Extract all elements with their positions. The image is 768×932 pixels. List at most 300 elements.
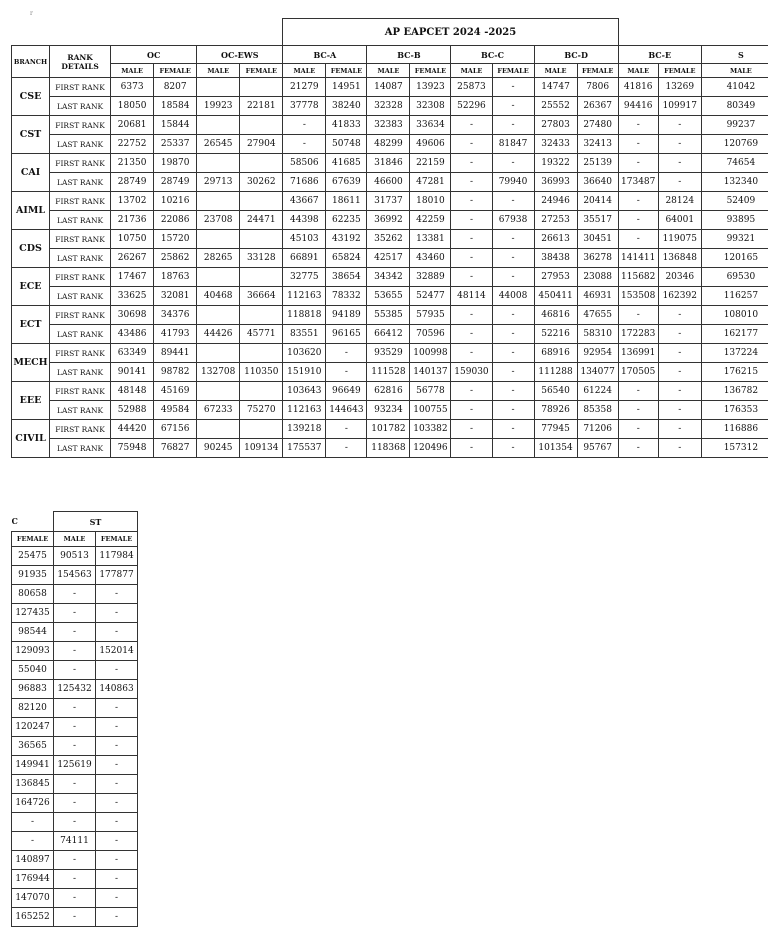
rank-value-cell: - bbox=[658, 420, 701, 439]
rank-value-cell: - bbox=[326, 344, 367, 363]
rank-value-cell: 13702 bbox=[111, 192, 154, 211]
group-header-bc-e: BC-E bbox=[618, 46, 701, 64]
rank-value-cell: - bbox=[96, 604, 138, 623]
rank-value-cell: 33634 bbox=[410, 116, 451, 135]
male-header: MALE bbox=[197, 64, 240, 78]
rank-value-cell: 127435 bbox=[12, 604, 54, 623]
rank-value-cell: - bbox=[326, 363, 367, 382]
rank-value-cell: 25475 bbox=[12, 547, 54, 566]
rank-value-cell: 48299 bbox=[367, 135, 410, 154]
rank-value-cell: - bbox=[96, 661, 138, 680]
rank-value-cell: 48148 bbox=[111, 382, 154, 401]
rank-value-cell: 55040 bbox=[12, 661, 54, 680]
rank-value-cell: 36640 bbox=[577, 173, 618, 192]
rank-value-cell: - bbox=[96, 718, 138, 737]
rank-value-cell: 164726 bbox=[12, 794, 54, 813]
female-header: FEMALE bbox=[12, 532, 54, 547]
rank-value-cell: 31737 bbox=[367, 192, 410, 211]
rank-value-cell: 30698 bbox=[111, 306, 154, 325]
rank-value-cell: 147070 bbox=[12, 889, 54, 908]
rank-value-cell: 41816 bbox=[618, 78, 658, 97]
rank-value-cell bbox=[240, 230, 283, 249]
rank-value-cell: 21279 bbox=[283, 78, 326, 97]
rank-value-cell: - bbox=[618, 439, 658, 458]
female-header: FEMALE bbox=[96, 532, 138, 547]
rank-value-cell: - bbox=[326, 439, 367, 458]
table-row bbox=[12, 585, 138, 604]
rank-value-cell: - bbox=[54, 604, 96, 623]
rank-value-cell: 112163 bbox=[283, 287, 326, 306]
rank-type-cell: LAST RANK bbox=[50, 401, 111, 420]
branch-cell: CDS bbox=[12, 230, 50, 268]
rank-value-cell: - bbox=[451, 230, 492, 249]
rank-value-cell: 41833 bbox=[326, 116, 367, 135]
table-row bbox=[12, 306, 768, 325]
rank-value-cell: - bbox=[658, 382, 701, 401]
rank-value-cell: 41685 bbox=[326, 154, 367, 173]
rank-value-cell: 96883 bbox=[12, 680, 54, 699]
rank-value-cell: 46600 bbox=[367, 173, 410, 192]
rank-value-cell: 47655 bbox=[577, 306, 618, 325]
rank-value-cell: 41042 bbox=[701, 78, 768, 97]
rank-value-cell: 25862 bbox=[154, 249, 197, 268]
rank-value-cell: 32433 bbox=[534, 135, 577, 154]
rank-value-cell: 26545 bbox=[197, 135, 240, 154]
rank-value-cell: 70596 bbox=[410, 325, 451, 344]
rank-value-cell: 80349 bbox=[701, 97, 768, 116]
rank-value-cell: 43460 bbox=[410, 249, 451, 268]
rank-value-cell: - bbox=[658, 154, 701, 173]
rank-value-cell: - bbox=[451, 249, 492, 268]
rank-value-cell: - bbox=[451, 344, 492, 363]
rank-value-cell bbox=[197, 306, 240, 325]
rank-value-cell: - bbox=[54, 718, 96, 737]
rank-value-cell: 118368 bbox=[367, 439, 410, 458]
rank-value-cell: 154563 bbox=[54, 566, 96, 585]
rank-value-cell: - bbox=[96, 832, 138, 851]
table-row bbox=[12, 870, 138, 889]
rank-value-cell: 115682 bbox=[618, 268, 658, 287]
rank-value-cell: 140863 bbox=[96, 680, 138, 699]
rank-value-cell: - bbox=[658, 306, 701, 325]
male-header: MALE bbox=[534, 64, 577, 78]
rank-value-cell: 56778 bbox=[410, 382, 451, 401]
rank-value-cell: 81847 bbox=[492, 135, 534, 154]
table-row bbox=[12, 78, 768, 97]
group-header-oc-ews: OC-EWS bbox=[197, 46, 283, 64]
male-header: MALE bbox=[111, 64, 154, 78]
rank-type-cell: LAST RANK bbox=[50, 363, 111, 382]
rank-type-cell: FIRST RANK bbox=[50, 268, 111, 287]
rank-value-cell: - bbox=[492, 116, 534, 135]
table-row bbox=[12, 116, 768, 135]
rank-value-cell: 17467 bbox=[111, 268, 154, 287]
rank-value-cell: 173487 bbox=[618, 173, 658, 192]
rank-value-cell: 24471 bbox=[240, 211, 283, 230]
male-header: MALE bbox=[701, 64, 768, 78]
table-row bbox=[12, 908, 138, 927]
continuation-category-row bbox=[12, 512, 138, 532]
rank-value-cell: 450411 bbox=[534, 287, 577, 306]
table-row bbox=[12, 97, 768, 116]
rank-value-cell: 67639 bbox=[326, 173, 367, 192]
rank-value-cell: 32775 bbox=[283, 268, 326, 287]
category-header-row bbox=[12, 46, 768, 64]
rank-type-cell: FIRST RANK bbox=[50, 306, 111, 325]
table-row bbox=[12, 661, 138, 680]
rank-value-cell: 32383 bbox=[367, 116, 410, 135]
rank-value-cell: 74654 bbox=[701, 154, 768, 173]
table-row bbox=[12, 889, 138, 908]
rank-type-cell: FIRST RANK bbox=[50, 344, 111, 363]
rank-value-cell: 176353 bbox=[701, 401, 768, 420]
rank-value-cell bbox=[197, 116, 240, 135]
rank-value-cell: 116257 bbox=[701, 287, 768, 306]
table-row bbox=[12, 547, 138, 566]
male-header: MALE bbox=[618, 64, 658, 78]
rank-value-cell: - bbox=[451, 420, 492, 439]
rank-value-cell: 71206 bbox=[577, 420, 618, 439]
table-row bbox=[12, 268, 768, 287]
rank-value-cell bbox=[240, 382, 283, 401]
rank-value-cell: - bbox=[451, 192, 492, 211]
table-row bbox=[12, 249, 768, 268]
rank-value-cell: 22752 bbox=[111, 135, 154, 154]
rank-value-cell: 109917 bbox=[658, 97, 701, 116]
rank-value-cell: 22181 bbox=[240, 97, 283, 116]
table-row bbox=[12, 192, 768, 211]
rank-value-cell: - bbox=[451, 439, 492, 458]
table-row bbox=[12, 439, 768, 458]
rank-value-cell: - bbox=[451, 116, 492, 135]
rank-value-cell bbox=[197, 230, 240, 249]
rank-value-cell: 92954 bbox=[577, 344, 618, 363]
rank-value-cell: 20414 bbox=[577, 192, 618, 211]
rank-value-cell: 75948 bbox=[111, 439, 154, 458]
rank-value-cell: - bbox=[54, 889, 96, 908]
rank-value-cell: 32413 bbox=[577, 135, 618, 154]
rank-value-cell: 77945 bbox=[534, 420, 577, 439]
rank-value-cell: 98544 bbox=[12, 623, 54, 642]
table-row bbox=[12, 794, 138, 813]
rank-value-cell: - bbox=[618, 211, 658, 230]
rank-value-cell: 99237 bbox=[701, 116, 768, 135]
rank-value-cell: 27253 bbox=[534, 211, 577, 230]
group-header-sc: S bbox=[701, 46, 768, 64]
branch-cell: AIML bbox=[12, 192, 50, 230]
rank-value-cell: 13269 bbox=[658, 78, 701, 97]
rank-value-cell: - bbox=[492, 97, 534, 116]
rank-details-header: RANK DETAILS bbox=[50, 46, 111, 78]
rank-value-cell: - bbox=[54, 775, 96, 794]
rank-value-cell: 57935 bbox=[410, 306, 451, 325]
rank-value-cell: - bbox=[618, 230, 658, 249]
rank-value-cell: 111528 bbox=[367, 363, 410, 382]
rank-value-cell: - bbox=[451, 173, 492, 192]
table-row bbox=[12, 832, 138, 851]
rank-value-cell: 30451 bbox=[577, 230, 618, 249]
table-row bbox=[12, 287, 768, 306]
rank-value-cell: - bbox=[283, 116, 326, 135]
rank-type-cell: FIRST RANK bbox=[50, 116, 111, 135]
rank-value-cell: 30262 bbox=[240, 173, 283, 192]
rank-value-cell: 129093 bbox=[12, 642, 54, 661]
rank-value-cell: 140897 bbox=[12, 851, 54, 870]
male-header: MALE bbox=[367, 64, 410, 78]
male-header: MALE bbox=[54, 532, 96, 547]
rank-value-cell: - bbox=[492, 249, 534, 268]
rank-value-cell: 52296 bbox=[451, 97, 492, 116]
rank-value-cell: 112163 bbox=[283, 401, 326, 420]
rank-value-cell: 80658 bbox=[12, 585, 54, 604]
rank-value-cell: - bbox=[54, 813, 96, 832]
rank-value-cell: 42259 bbox=[410, 211, 451, 230]
rank-value-cell: 90513 bbox=[54, 547, 96, 566]
rank-value-cell: 42517 bbox=[367, 249, 410, 268]
rank-value-cell: 45169 bbox=[154, 382, 197, 401]
rank-value-cell: 27803 bbox=[534, 116, 577, 135]
rank-value-cell: 93234 bbox=[367, 401, 410, 420]
rank-value-cell: - bbox=[54, 794, 96, 813]
rank-value-cell: 144643 bbox=[326, 401, 367, 420]
table-row bbox=[12, 756, 138, 775]
rank-value-cell: 110350 bbox=[240, 363, 283, 382]
rank-value-cell: 34342 bbox=[367, 268, 410, 287]
rank-value-cell bbox=[240, 268, 283, 287]
group-header-oc: OC bbox=[111, 46, 197, 64]
rank-value-cell: - bbox=[451, 211, 492, 230]
rank-value-cell: 108010 bbox=[701, 306, 768, 325]
rank-value-cell: 65824 bbox=[326, 249, 367, 268]
rank-value-cell bbox=[197, 268, 240, 287]
female-header: FEMALE bbox=[410, 64, 451, 78]
table-row bbox=[12, 420, 768, 439]
rank-value-cell: 100998 bbox=[410, 344, 451, 363]
rank-value-cell: 10216 bbox=[154, 192, 197, 211]
rank-value-cell: 43486 bbox=[111, 325, 154, 344]
rank-value-cell: 44008 bbox=[492, 287, 534, 306]
rank-value-cell: 20346 bbox=[658, 268, 701, 287]
rank-value-cell: - bbox=[492, 306, 534, 325]
female-header: FEMALE bbox=[658, 64, 701, 78]
female-header: FEMALE bbox=[240, 64, 283, 78]
rank-value-cell: 32081 bbox=[154, 287, 197, 306]
rank-value-cell: 66891 bbox=[283, 249, 326, 268]
rank-type-cell: LAST RANK bbox=[50, 173, 111, 192]
rank-value-cell: 94416 bbox=[618, 97, 658, 116]
rank-value-cell: - bbox=[54, 661, 96, 680]
rank-value-cell: 36993 bbox=[534, 173, 577, 192]
rank-value-cell: 99321 bbox=[701, 230, 768, 249]
rank-type-cell: FIRST RANK bbox=[50, 78, 111, 97]
rank-value-cell bbox=[240, 78, 283, 97]
rank-value-cell: - bbox=[492, 439, 534, 458]
rank-value-cell: - bbox=[451, 268, 492, 287]
rank-value-cell bbox=[197, 382, 240, 401]
rank-type-cell: FIRST RANK bbox=[50, 154, 111, 173]
page-mark: r bbox=[30, 10, 33, 17]
rank-value-cell: 18050 bbox=[111, 97, 154, 116]
rank-value-cell: 153508 bbox=[618, 287, 658, 306]
rank-value-cell: 41793 bbox=[154, 325, 197, 344]
table-row bbox=[12, 718, 138, 737]
table-row bbox=[12, 623, 138, 642]
branch-cell: CST bbox=[12, 116, 50, 154]
rank-value-cell: 27480 bbox=[577, 116, 618, 135]
rank-value-cell: - bbox=[96, 756, 138, 775]
rank-value-cell: - bbox=[618, 135, 658, 154]
rank-value-cell: 53655 bbox=[367, 287, 410, 306]
rank-value-cell: - bbox=[451, 135, 492, 154]
rank-value-cell: - bbox=[54, 585, 96, 604]
rank-value-cell: 89441 bbox=[154, 344, 197, 363]
rank-value-cell: 21350 bbox=[111, 154, 154, 173]
table-row bbox=[12, 154, 768, 173]
rank-value-cell: 62235 bbox=[326, 211, 367, 230]
rank-value-cell: 82120 bbox=[12, 699, 54, 718]
rank-value-cell: 38438 bbox=[534, 249, 577, 268]
rank-value-cell: - bbox=[96, 794, 138, 813]
rank-type-cell: FIRST RANK bbox=[50, 230, 111, 249]
rank-value-cell: 18763 bbox=[154, 268, 197, 287]
rank-value-cell bbox=[197, 154, 240, 173]
branch-cell: CAI bbox=[12, 154, 50, 192]
rank-value-cell: 66412 bbox=[367, 325, 410, 344]
rank-value-cell: - bbox=[96, 699, 138, 718]
rank-value-cell: 175537 bbox=[283, 439, 326, 458]
branch-cell: ECE bbox=[12, 268, 50, 306]
rank-value-cell: 10750 bbox=[111, 230, 154, 249]
rank-value-cell: 28749 bbox=[154, 173, 197, 192]
rank-value-cell: 96165 bbox=[326, 325, 367, 344]
rank-value-cell: - bbox=[658, 116, 701, 135]
rank-value-cell: 151910 bbox=[283, 363, 326, 382]
rank-value-cell: 49606 bbox=[410, 135, 451, 154]
rank-value-cell: 64001 bbox=[658, 211, 701, 230]
rank-value-cell bbox=[240, 306, 283, 325]
rank-value-cell: 67156 bbox=[154, 420, 197, 439]
rank-value-cell: 38240 bbox=[326, 97, 367, 116]
rank-value-cell: 136848 bbox=[658, 249, 701, 268]
table-row bbox=[12, 173, 768, 192]
rank-value-cell: 74111 bbox=[54, 832, 96, 851]
rank-value-cell: 101782 bbox=[367, 420, 410, 439]
male-header: MALE bbox=[283, 64, 326, 78]
rank-value-cell: 159030 bbox=[451, 363, 492, 382]
rank-value-cell: - bbox=[492, 382, 534, 401]
rank-value-cell: 76827 bbox=[154, 439, 197, 458]
rank-value-cell: 100755 bbox=[410, 401, 451, 420]
table-row bbox=[12, 813, 138, 832]
rank-value-cell: 132340 bbox=[701, 173, 768, 192]
rank-value-cell: 170505 bbox=[618, 363, 658, 382]
rank-value-cell: 20681 bbox=[111, 116, 154, 135]
table-row bbox=[12, 211, 768, 230]
rank-value-cell bbox=[197, 78, 240, 97]
group-header-bc-b: BC-B bbox=[367, 46, 451, 64]
table-row bbox=[12, 363, 768, 382]
rank-value-cell: 136782 bbox=[701, 382, 768, 401]
table-row bbox=[12, 382, 768, 401]
rank-value-cell: 75270 bbox=[240, 401, 283, 420]
rank-value-cell: 52216 bbox=[534, 325, 577, 344]
rank-value-cell bbox=[240, 116, 283, 135]
rank-value-cell: - bbox=[12, 832, 54, 851]
rank-value-cell: 165252 bbox=[12, 908, 54, 927]
rank-value-cell: 18611 bbox=[326, 192, 367, 211]
rank-value-cell: 29713 bbox=[197, 173, 240, 192]
rank-value-cell: 26267 bbox=[111, 249, 154, 268]
rank-type-cell: LAST RANK bbox=[50, 135, 111, 154]
rank-value-cell: 25552 bbox=[534, 97, 577, 116]
rank-value-cell: 28124 bbox=[658, 192, 701, 211]
rank-value-cell: 61224 bbox=[577, 382, 618, 401]
rank-value-cell: 58310 bbox=[577, 325, 618, 344]
rank-value-cell: 14087 bbox=[367, 78, 410, 97]
rank-value-cell: - bbox=[658, 173, 701, 192]
rank-value-cell: 177877 bbox=[96, 566, 138, 585]
cutoff-table-continuation bbox=[11, 511, 138, 927]
rank-value-cell: - bbox=[492, 363, 534, 382]
group-header-bc-c: BC-C bbox=[451, 46, 534, 64]
rank-value-cell: - bbox=[658, 344, 701, 363]
rank-value-cell: - bbox=[492, 230, 534, 249]
rank-value-cell: 83551 bbox=[283, 325, 326, 344]
rank-value-cell: 136991 bbox=[618, 344, 658, 363]
rank-value-cell: 125619 bbox=[54, 756, 96, 775]
rank-value-cell: 47281 bbox=[410, 173, 451, 192]
rank-value-cell: 101354 bbox=[534, 439, 577, 458]
rank-value-cell: 43667 bbox=[283, 192, 326, 211]
rank-value-cell: - bbox=[96, 870, 138, 889]
rank-value-cell: 33128 bbox=[240, 249, 283, 268]
continuation-body bbox=[12, 512, 138, 927]
rank-value-cell: 152014 bbox=[96, 642, 138, 661]
rank-value-cell: - bbox=[618, 401, 658, 420]
rank-value-cell: 79940 bbox=[492, 173, 534, 192]
rank-value-cell: - bbox=[54, 870, 96, 889]
table-row bbox=[12, 680, 138, 699]
rank-value-cell: - bbox=[451, 325, 492, 344]
rank-value-cell: 14951 bbox=[326, 78, 367, 97]
rank-value-cell: 58506 bbox=[283, 154, 326, 173]
rank-value-cell: 36565 bbox=[12, 737, 54, 756]
rank-value-cell: - bbox=[54, 699, 96, 718]
rank-value-cell: 103382 bbox=[410, 420, 451, 439]
rank-value-cell: 98782 bbox=[154, 363, 197, 382]
rank-value-cell: 26613 bbox=[534, 230, 577, 249]
rank-value-cell: 119075 bbox=[658, 230, 701, 249]
rank-value-cell: 62816 bbox=[367, 382, 410, 401]
rank-value-cell: 19322 bbox=[534, 154, 577, 173]
rank-value-cell: 172283 bbox=[618, 325, 658, 344]
female-header: FEMALE bbox=[154, 64, 197, 78]
group-header-bc-d: BC-D bbox=[534, 46, 618, 64]
rank-value-cell bbox=[197, 192, 240, 211]
rank-value-cell: 7806 bbox=[577, 78, 618, 97]
rank-value-cell: - bbox=[451, 154, 492, 173]
rank-value-cell: 46931 bbox=[577, 287, 618, 306]
rank-type-cell: LAST RANK bbox=[50, 325, 111, 344]
rank-value-cell: 44420 bbox=[111, 420, 154, 439]
rank-value-cell: 40468 bbox=[197, 287, 240, 306]
rank-value-cell: 78332 bbox=[326, 287, 367, 306]
rank-value-cell: 103620 bbox=[283, 344, 326, 363]
table-row bbox=[12, 344, 768, 363]
male-header: MALE bbox=[451, 64, 492, 78]
rank-value-cell: 162392 bbox=[658, 287, 701, 306]
rank-value-cell: - bbox=[492, 78, 534, 97]
